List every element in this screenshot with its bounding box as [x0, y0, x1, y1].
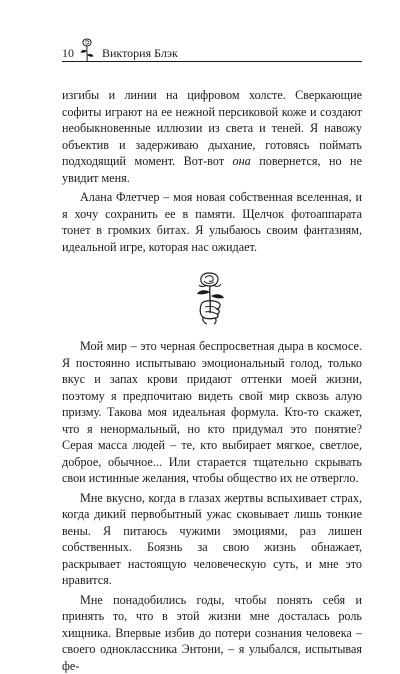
paragraph-text: изгибы и линии на цифровом холсте. Сверкающие софиты играют на ее нежной персиковой коже и создают необыкновенные иллюзии из света и теней. Я навожу объектив и задерживаю дыхание, готовясь поймать подходящий момент. Вот-вот: [62, 88, 362, 168]
rose-icon: [75, 36, 99, 64]
running-title: Виктория Блэк: [102, 46, 178, 61]
paragraph: Мне вкусно, когда в глазах жертвы вспыхивает страх, когда дикий первобытный ужас сковывает лишь тонкие вены. Я питаюсь чужими эмоциями, раз лишен собственных. Боязнь за свою жизнь обнажает, раскрывает настоящую человеческую суть, и мне это нравится.: [62, 490, 362, 589]
paragraph: Мой мир – это черная беспросветная дыра в космосе. Я постоянно испытываю эмоциональный голод, только вкус и запах крови придают оттенки моей жизни, поэтому я предпочитаю видеть свой мир сквозь алую призму. Такова моя идеальная формула. Кто-то скажет, что я ненормальный, но кто придумал это понятие? Серая масса людей – те, кто выбирает мягкое, светлое, доброе, обычное... Или старается тщательно скрывать свои истинные желания, чтобы общество их не отвергло.: [62, 338, 362, 487]
section-break-ornament: [62, 265, 362, 328]
emphasis-word: она: [233, 154, 251, 168]
page-number: 10: [62, 46, 74, 61]
body-text: [62, 87, 362, 674]
paragraph: Алана Флетчер – моя новая собственная вселенная, и я хочу сохранить ее в памяти. Щелчок фотоаппарата тонет в громких битах. Я улыбаюсь своим фантазиям, идеальной игре, которая нас ожидает.: [62, 189, 362, 255]
paragraph: [62, 87, 362, 186]
paragraph-text-tail: повернется, но не увидит меня.: [62, 154, 362, 185]
paragraph: Мне понадобились годы, чтобы понять себя и принять то, что в этой жизни мне досталась роль хищника. Впервые избив до потери сознания человека – своего одноклассника Энтони, – я улыбался, испытывая фе-: [62, 592, 362, 674]
rose-in-hand-icon: [187, 269, 237, 325]
header-rule: [62, 61, 362, 62]
